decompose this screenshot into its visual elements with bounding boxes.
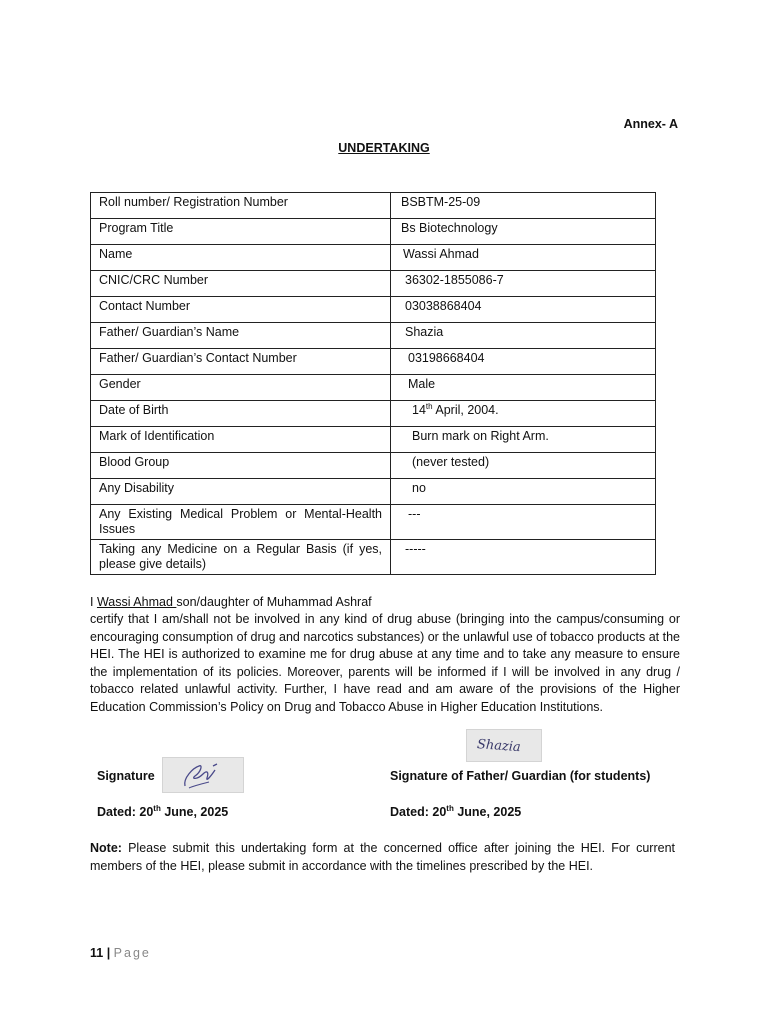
table-row	[91, 375, 656, 401]
page-number: 11	[90, 946, 104, 960]
row-value: Burn mark on Right Arm.	[391, 427, 656, 453]
note-text: Please submit this undertaking form at the concerned office after joining the HEI. For current members of the HEI, please submit in accordance with the timelines prescribed by the HEI.	[90, 841, 675, 873]
dated-prefix: Dated: 20	[390, 805, 447, 819]
guardian-signature-image	[466, 729, 542, 762]
table-row	[91, 505, 656, 540]
note-label: Note:	[90, 841, 122, 855]
signature-label: Signature	[97, 769, 155, 783]
row-value: ---	[391, 505, 656, 540]
declaration-prefix: I	[90, 595, 97, 609]
table-row	[91, 245, 656, 271]
row-label: Any Existing Medical Problem or Mental-Health Issues	[91, 505, 391, 540]
row-label: Taking any Medicine on a Regular Basis (if yes, please give details)	[91, 540, 391, 575]
table-row	[91, 453, 656, 479]
row-value: no	[391, 479, 656, 505]
row-value: Male	[391, 375, 656, 401]
dated-month-year: June, 2025	[160, 805, 229, 819]
table-row	[91, 401, 656, 427]
row-value: Bs Biotechnology	[391, 219, 656, 245]
information-table	[90, 192, 656, 575]
dated-student	[97, 805, 228, 819]
row-value: 03198668404	[391, 349, 656, 375]
dated-guardian	[390, 805, 521, 819]
guardian-signature-text: Shazia	[476, 737, 522, 756]
row-label: Date of Birth	[91, 401, 391, 427]
table-row	[91, 427, 656, 453]
row-value: 03038868404	[391, 297, 656, 323]
row-label: Contact Number	[91, 297, 391, 323]
dated-suffix-sup: th	[446, 804, 454, 813]
row-value	[391, 401, 656, 427]
row-label: Any Disability	[91, 479, 391, 505]
table-row	[91, 193, 656, 219]
page-separator: |	[103, 946, 114, 960]
page-footer	[90, 946, 151, 960]
value-sup: th	[425, 402, 433, 411]
declaration-intro	[90, 595, 372, 609]
table-row	[91, 219, 656, 245]
row-label: Mark of Identification	[91, 427, 391, 453]
declarant-name: Wassi Ahmad	[96, 595, 177, 609]
annex-label: Annex- A	[623, 117, 678, 131]
table-row	[91, 323, 656, 349]
row-label: Father/ Guardian’s Contact Number	[91, 349, 391, 375]
declaration-body: certify that I am/shall not be involved in any kind of drug abuse (bringing into the campus/consuming or encouraging consumption of drug and narcotics substances) or the unlawful use of tobacco products at the HEI. The HEI is authorized to examine me for drug abuse at any time and to take any measure to ensure the implementation of its policies. Moreover, parents will be informed if I will be involved in any drug / tobacco related unlawful activity. Further, I have read and am aware of the provisions of the Higher Education Commission’s Policy on Drug and Tobacco Abuse in Higher Education Institutions.	[90, 612, 680, 714]
table-row	[91, 349, 656, 375]
dated-prefix: Dated: 20	[97, 805, 154, 819]
table-row	[91, 540, 656, 575]
dated-suffix-sup: th	[153, 804, 161, 813]
row-label: CNIC/CRC Number	[91, 271, 391, 297]
row-value: (never tested)	[391, 453, 656, 479]
guardian-signature-label: Signature of Father/ Guardian (for students)	[390, 769, 651, 783]
value-part: 14	[412, 403, 426, 417]
row-label: Blood Group	[91, 453, 391, 479]
declaration-parent: son/daughter of Muhammad Ashraf	[176, 595, 372, 609]
row-value: 36302-1855086-7	[391, 271, 656, 297]
row-value: -----	[391, 540, 656, 575]
row-label: Name	[91, 245, 391, 271]
row-label: Program Title	[91, 219, 391, 245]
page-title: UNDERTAKING	[338, 141, 430, 155]
row-value: Shazia	[391, 323, 656, 349]
student-signature-image	[162, 757, 244, 793]
table-row	[91, 297, 656, 323]
row-value: BSBTM-25-09	[391, 193, 656, 219]
row-label: Gender	[91, 375, 391, 401]
row-value: Wassi Ahmad	[391, 245, 656, 271]
value-part: April, 2004.	[432, 403, 499, 417]
table-row	[91, 479, 656, 505]
row-label: Roll number/ Registration Number	[91, 193, 391, 219]
dated-month-year: June, 2025	[453, 805, 522, 819]
note	[90, 840, 675, 875]
table-row	[91, 271, 656, 297]
row-label: Father/ Guardian’s Name	[91, 323, 391, 349]
page-word: Page	[113, 946, 151, 960]
